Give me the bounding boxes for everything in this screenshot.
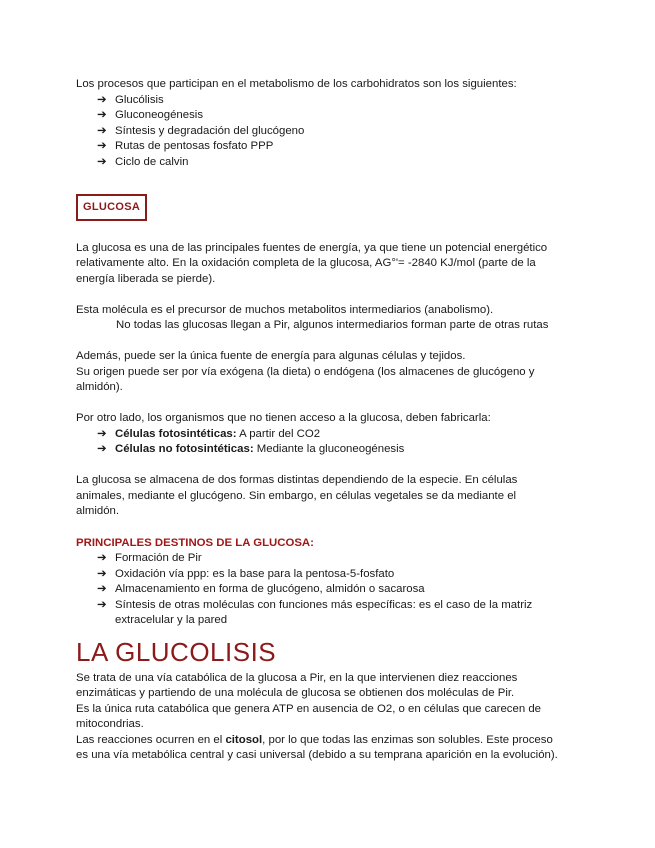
glucolisis-section xyxy=(76,671,576,764)
arrow-icon: ➔ xyxy=(97,140,107,152)
list-item: ➔ Ciclo de calvin xyxy=(97,155,576,171)
arrow-icon: ➔ xyxy=(97,583,107,595)
arrow-icon: ➔ xyxy=(97,427,107,440)
list-item: ➔ Glucólisis xyxy=(97,93,576,109)
destinos-heading: PRINCIPALES DESTINOS DE LA GLUCOSA: xyxy=(76,536,314,549)
text-line: Se trata de una vía catabólica de la glucosa a Pir, en la que intervienen diez reacciones xyxy=(76,671,518,684)
list-item: ➔ Células fotosintéticas: A partir del CO2 xyxy=(97,427,576,443)
text-line: La glucosa es una de las principales fuentes de energía, ya que tiene un potencial energético xyxy=(76,241,548,254)
list-item: ➔ Formación de Pir xyxy=(97,551,576,567)
text-line: enzimáticas y partiendo de una molécula de glucosa se obtienen dos moléculas de Pir. xyxy=(76,687,515,699)
text-line: Además, puede ser la única fuente de energía para algunas células y tejidos. xyxy=(76,350,466,362)
processes-list xyxy=(76,93,576,171)
arrow-icon: ➔ xyxy=(97,443,107,455)
text-line: Su origen puede ser por vía exógena (la dieta) o endógena (los almacenes de glucógeno y xyxy=(76,365,535,378)
text-line: es una vía metabólica central y casi universal (debido a su temprana aparición en la evolución). xyxy=(76,749,558,761)
list-item: ➔ Síntesis de otras moléculas con funciones más específicas: es el caso de la matriz extracelular y la pared xyxy=(97,598,533,626)
list-item: ➔ Células no fotosintéticas: Mediante la gluconeogénesis xyxy=(97,442,576,458)
glucosa-section xyxy=(76,241,576,520)
list-item: ➔ Almacenamiento en forma de glucógeno, almidón o sacarosa xyxy=(97,582,576,598)
text-line: almidón). xyxy=(76,381,123,393)
arrow-icon: ➔ xyxy=(97,109,107,121)
cells-list xyxy=(76,427,576,458)
text-line: Las reacciones ocurren en el citosol, por lo que todas las enzimas son solubles. Este proceso xyxy=(76,733,553,746)
arrow-icon: ➔ xyxy=(97,93,107,106)
list-item: ➔ Oxidación vía ppp: es la base para la pentosa-5-fosfato xyxy=(97,567,576,583)
destinos-list xyxy=(76,551,576,629)
intro-text: Los procesos que participan en el metabolismo de los carbohidratos son los siguientes: xyxy=(76,78,517,90)
list-item: ➔ Síntesis y degradación del glucógeno xyxy=(97,124,576,140)
arrow-icon: ➔ xyxy=(97,598,107,611)
arrow-icon: ➔ xyxy=(97,552,107,564)
glucosa-section-heading: GLUCOSA xyxy=(76,194,147,221)
text-line: energía liberada se pierde). xyxy=(76,272,216,285)
text-line: almidón. xyxy=(76,505,120,517)
text-line: La glucosa se almacena de dos formas distintas dependiendo de la especie. En células xyxy=(76,474,518,486)
document-page xyxy=(76,77,576,764)
text-line: mitocondrias. xyxy=(76,718,144,730)
arrow-icon: ➔ xyxy=(97,567,107,580)
list-item: ➔ Gluconeogénesis xyxy=(97,108,576,124)
arrow-icon: ➔ xyxy=(97,124,107,137)
text-line: relativamente alto. En la oxidación completa de la glucosa, AG°'= -2840 KJ/mol (parte de la xyxy=(76,257,536,269)
text-line: Esta molécula es el precursor de muchos metabolitos intermediarios (anabolismo). xyxy=(76,303,494,316)
text-line: Es la única ruta catabólica que genera ATP en ausencia de O2, o en células que carecen de xyxy=(76,702,542,715)
text-line: Por otro lado, los organismos que no tienen acceso a la glucosa, deben fabricarla: xyxy=(76,412,491,424)
glucolisis-title: LA GLUCOLISIS xyxy=(76,636,277,667)
text-line: animales, mediante el glucógeno. Sin embargo, en células vegetales se da mediante el xyxy=(76,489,517,502)
text-line: No todas las glucosas llegan a Pir, algunos intermediarios forman parte de otras rutas xyxy=(116,319,549,331)
arrow-icon: ➔ xyxy=(97,155,107,168)
list-item: ➔ Rutas de pentosas fosfato PPP xyxy=(97,139,576,155)
